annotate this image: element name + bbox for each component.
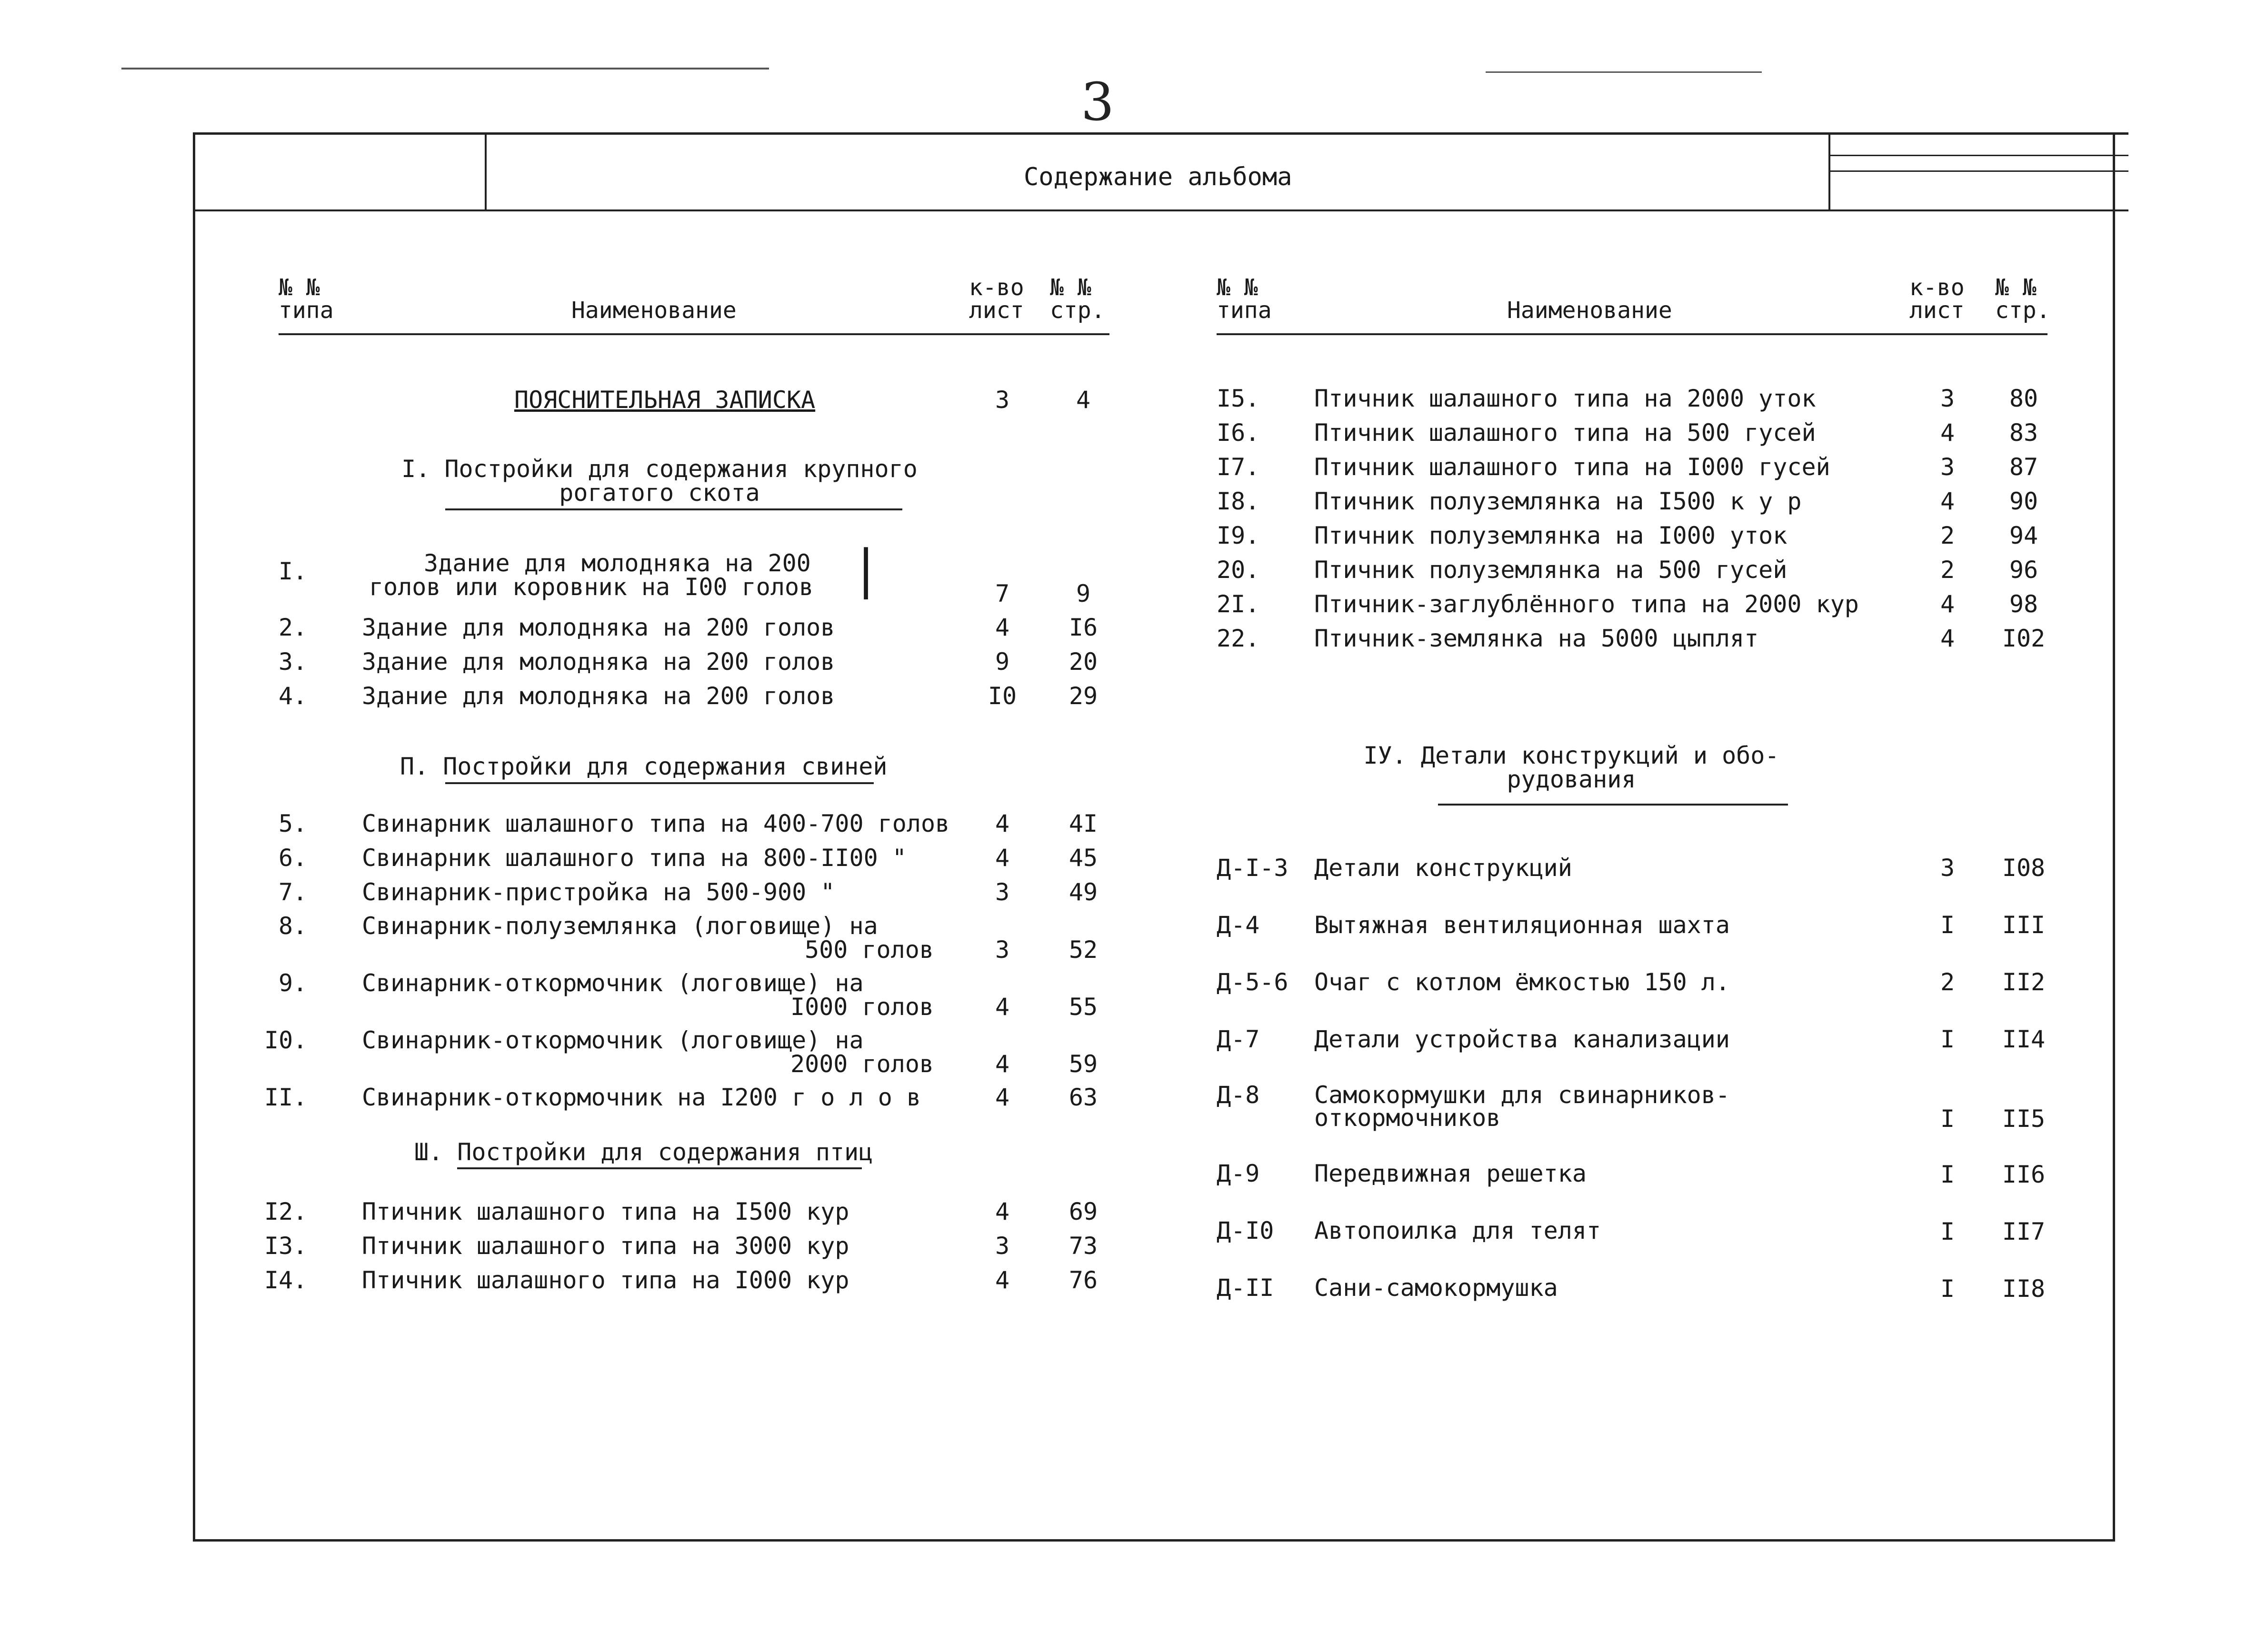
entry-type: 8.: [279, 912, 308, 940]
entry-sheets: I: [1940, 1105, 1955, 1133]
entry-type: 2.: [279, 614, 308, 641]
entry-name: Здание для молодняка на 200 голов: [362, 682, 835, 710]
entry-page: 4I: [1069, 810, 1098, 837]
entry-sheets: 3: [995, 878, 1010, 906]
entry-sheets: 9: [995, 648, 1010, 676]
entry-type: 2I.: [1217, 590, 1260, 618]
section-4-line-2: рудования: [1507, 766, 1636, 793]
entry-name: Свинарник шалашного типа на 400-700 голов: [362, 810, 950, 837]
entry-type: 22.: [1217, 625, 1260, 652]
entry-name: Свинарник шалашного типа на 800-II00 ": [362, 844, 907, 872]
entry-type: Д-8: [1217, 1081, 1260, 1109]
entry-sheets: 4: [1940, 488, 1955, 515]
entry-page: 59: [1069, 1050, 1098, 1078]
entry-name: Птичник полуземлянка на I500 к у р: [1314, 488, 1802, 515]
entry-name: Свинарник-откормочник на I200 г о л о в: [362, 1084, 921, 1111]
entry-sheets: 4: [995, 1050, 1010, 1078]
entry-sheets: I: [1940, 1218, 1955, 1245]
entry-type: 20.: [1217, 556, 1260, 584]
frame-bottom: [193, 1539, 2115, 1542]
entry-name: Здание для молодняка на 200: [424, 549, 811, 577]
entry-page: 87: [2009, 453, 2038, 481]
entry-page: 69: [1069, 1198, 1098, 1225]
section-4-rule: [1438, 804, 1788, 806]
entry-type: Д-I-3: [1217, 854, 1288, 882]
entry-name: 2000 голов: [790, 1050, 934, 1078]
entry-type: I0.: [264, 1026, 308, 1054]
entry-sheets: 4: [995, 993, 1010, 1021]
entry-sheets: I0: [988, 682, 1017, 710]
entry-page: II5: [2002, 1105, 2046, 1133]
entry-name: Птичник шалашного типа на 3000 кур: [362, 1232, 849, 1260]
entry-type: I9.: [1217, 522, 1260, 549]
entry-sheets: 3: [995, 1232, 1010, 1260]
entry-type: II.: [264, 1084, 308, 1111]
entry-sheets: 2: [1940, 522, 1955, 549]
header-box-rule-1: [1828, 155, 2128, 156]
left-header-rule: [279, 333, 1109, 335]
entry-page: 76: [1069, 1266, 1098, 1294]
entry-name: Свинарник-полуземлянка (логовище) на: [362, 912, 878, 940]
entry-page: 20: [1069, 648, 1098, 676]
entry-type: I5.: [1217, 385, 1260, 412]
explanatory-page: 4: [1076, 386, 1091, 414]
entry-name: Птичник шалашного типа на 500 гусей: [1314, 419, 1816, 447]
entry-name: Птичник полуземлянка на 500 гусей: [1314, 556, 1788, 584]
entry-name: Птичник шалашного типа на 2000 уток: [1314, 385, 1816, 412]
left-header-name: Наименование: [571, 297, 737, 324]
right-header-sheets-1: к-во: [1909, 274, 1965, 301]
entry-type: 4.: [279, 682, 308, 710]
entry-page: 98: [2009, 590, 2038, 618]
right-header-type-1: № №: [1217, 274, 1258, 301]
right-header-page-2: стр.: [1995, 297, 2050, 324]
section-1-line-2: рогатого скота: [559, 479, 760, 507]
entry-name: Автопоилка для телят: [1314, 1217, 1601, 1244]
entry-sheets: 3: [995, 936, 1010, 964]
entry-sheets: 4: [995, 810, 1010, 837]
entry-sheets: I: [1940, 1025, 1955, 1053]
entry-type: Д-7: [1217, 1025, 1260, 1053]
entry-page: 63: [1069, 1084, 1098, 1111]
entry-name: I000 голов: [790, 993, 934, 1021]
entry-page: 83: [2009, 419, 2038, 447]
entry-name: откормочников: [1314, 1104, 1501, 1132]
entry-page: II4: [2002, 1025, 2046, 1053]
entry-page: 96: [2009, 556, 2038, 584]
entry-type: I3.: [264, 1232, 308, 1260]
section-2-title: П. Постройки для содержания свиней: [400, 753, 888, 780]
right-header-page-1: № №: [1995, 274, 2037, 301]
frame-right: [2113, 132, 2115, 1542]
entry-sheets: 4: [995, 614, 1010, 641]
entry-page: 29: [1069, 682, 1098, 710]
entry-name: Очаг с котлом ёмкостью 150 л.: [1314, 968, 1730, 996]
entry-page: II8: [2002, 1275, 2046, 1303]
entry-type: Д-II: [1217, 1274, 1274, 1302]
entry-type: Д-9: [1217, 1160, 1260, 1187]
entry-type: Д-I0: [1217, 1217, 1274, 1244]
entry-name: Птичник полуземлянка на I000 уток: [1314, 522, 1788, 549]
explanatory-note: ПОЯСНИТЕЛЬНАЯ ЗАПИСКА: [514, 386, 816, 414]
entry-type: 3.: [279, 648, 308, 676]
entry-name: Передвижная решетка: [1314, 1160, 1587, 1187]
entry-page: III: [2002, 911, 2046, 939]
entry-page: 52: [1069, 936, 1098, 964]
left-header-sheets-2: лист: [969, 297, 1024, 324]
entry-sheets: 4: [995, 1084, 1010, 1111]
section-1-rule: [445, 508, 902, 510]
frame-top: [193, 132, 2128, 135]
entry-type: 9.: [279, 969, 308, 997]
entry-type: I2.: [264, 1198, 308, 1225]
entry-sheets: I: [1940, 1275, 1955, 1303]
entry-page: 73: [1069, 1232, 1098, 1260]
left-header-page-1: № №: [1050, 274, 1091, 301]
entry-sheets: 3: [1940, 854, 1955, 882]
entry-name: Сани-самокормушка: [1314, 1274, 1558, 1302]
album-title: Содержание альбома: [1024, 163, 1292, 191]
entry-page: II2: [2002, 968, 2046, 996]
entry-name: 500 голов: [805, 936, 934, 964]
entry-sheets: I: [1940, 1161, 1955, 1188]
right-header-type-2: типа: [1217, 297, 1272, 324]
entry-page: 55: [1069, 993, 1098, 1021]
entry-page: I02: [2002, 625, 2046, 652]
entry-page: 90: [2009, 488, 2038, 515]
entry-sheets: 4: [995, 1198, 1010, 1225]
entry-name: Птичник-землянка на 5000 цыплят: [1314, 625, 1759, 652]
entry-name: Свинарник-откормочник (логовище) на: [362, 969, 864, 997]
entry-page: 45: [1069, 844, 1098, 872]
entry-name: Птичник-заглублённого типа на 2000 кур: [1314, 590, 1859, 618]
right-header-rule: [1217, 333, 2047, 335]
entry-sheets: 2: [1940, 556, 1955, 584]
entry-name: Здание для молодняка на 200 голов: [362, 648, 835, 676]
header-box-rule-2: [1828, 170, 2128, 172]
entry-name: Детали устройства канализации: [1314, 1025, 1730, 1053]
entry-page: 49: [1069, 878, 1098, 906]
entry-type: 7.: [279, 878, 308, 906]
entry-page: I6: [1069, 614, 1098, 641]
explanatory-sheets: 3: [995, 386, 1010, 414]
page-number: 3: [1081, 71, 1114, 132]
entry-page: 80: [2009, 385, 2038, 412]
entry-name: Здание для молодняка на 200 голов: [362, 614, 835, 641]
brace-mark: |: [857, 538, 875, 599]
section-3-title: Ш. Постройки для содержания птиц: [414, 1138, 873, 1166]
entry-name: Вытяжная вентиляционная шахта: [1314, 911, 1730, 939]
entry-sheets: 4: [1940, 625, 1955, 652]
entry-type: I8.: [1217, 488, 1260, 515]
entry-type: I.: [279, 557, 308, 585]
entry-page: II7: [2002, 1218, 2046, 1245]
entry-sheets: 4: [1940, 590, 1955, 618]
left-header-type-2: типа: [279, 297, 334, 324]
section-2-rule: [445, 782, 874, 784]
entry-type: I7.: [1217, 453, 1260, 481]
entry-sheets: I: [1940, 911, 1955, 939]
left-header-sheets-1: к-во: [969, 274, 1024, 301]
entry-page: 9: [1076, 580, 1091, 607]
entry-page: II6: [2002, 1161, 2046, 1188]
entry-name: Птичник шалашного типа на I000 гусей: [1314, 453, 1830, 481]
section-4-line-1: IУ. Детали конструкций и обо-: [1363, 742, 1779, 769]
left-header-type-1: № №: [279, 274, 320, 301]
section-1-line-1: I. Постройки для содержания крупного: [401, 455, 918, 483]
entry-sheets: 4: [995, 844, 1010, 872]
entry-page: 94: [2009, 522, 2038, 549]
entry-type: Д-5-6: [1217, 968, 1288, 996]
entry-sheets: 4: [995, 1266, 1010, 1294]
entry-type: I6.: [1217, 419, 1260, 447]
entry-sheets: 2: [1940, 968, 1955, 996]
entry-name: Самокормушки для свинарников-: [1314, 1081, 1730, 1109]
top-rule-left: [121, 68, 769, 70]
entry-type: Д-4: [1217, 911, 1260, 939]
entry-name: Птичник шалашного типа на I000 кур: [362, 1266, 849, 1294]
entry-sheets: 3: [1940, 385, 1955, 412]
right-header-name: Наименование: [1507, 297, 1672, 324]
header-divider-left: [485, 132, 487, 211]
entry-type: 5.: [279, 810, 308, 837]
entry-type: I4.: [264, 1266, 308, 1294]
top-rule-right: [1486, 71, 1762, 73]
right-header-sheets-2: лист: [1909, 297, 1965, 324]
frame-left: [193, 132, 195, 1542]
left-header-page-2: стр.: [1050, 297, 1105, 324]
section-3-rule: [457, 1167, 862, 1169]
entry-sheets: 3: [1940, 453, 1955, 481]
entry-page: I08: [2002, 854, 2046, 882]
entry-name: Свинарник-откормочник (логовище) на: [362, 1026, 864, 1054]
entry-type: 6.: [279, 844, 308, 872]
entry-sheets: 7: [995, 580, 1010, 607]
entry-sheets: 4: [1940, 419, 1955, 447]
entry-name: Свинарник-пристройка на 500-900 ": [362, 878, 835, 906]
entry-name: голов или коровник на I00 голов: [369, 573, 814, 601]
entry-name: Птичник шалашного типа на I500 кур: [362, 1198, 849, 1225]
header-bottom-rule: [193, 209, 2128, 211]
entry-name: Детали конструкций: [1314, 854, 1572, 882]
